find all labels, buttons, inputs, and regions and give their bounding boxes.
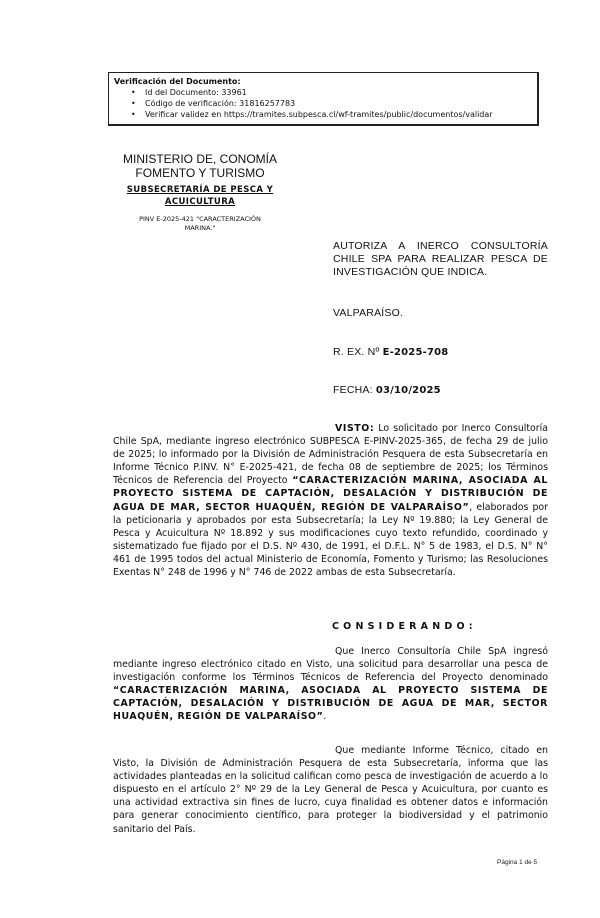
date-value: 03/10/2025 [375,385,441,396]
resolution-date [333,384,548,397]
verification-title: Verificación del Documento: [114,77,241,86]
page-number: Página 1 de 5 [497,859,538,866]
pinv-line-2: MARINA." [184,224,216,232]
considerando-heading: CONSIDERANDO: [332,621,477,632]
subsecretaria-line-1: SUBSECRETARÍA DE PESCA Y [126,185,274,195]
verification-list [114,87,537,120]
pinv-reference [100,215,300,233]
resolution-subject: AUTORIZA A INERCO CONSULTORÍA CHILE SPA PARA REALIZAR PESCA DE INVESTIGACIÓN QUE INDICA. [333,240,548,278]
ministry-line-1: MINISTERIO DE, CONOMÍA [122,152,277,166]
visto-project-name: “CARACTERIZACIÓN MARINA, ASOCIADA AL PROYECTO SISTEMA DE CAPTACIÓN, DESALACIÓN Y DISTRIBUCIÓN DE AGUA DE MAR, SECTOR HUAQUÉN, REGIÓN DE VALPARAÍSO” [113,475,548,513]
subsecretaria-name [100,184,300,208]
visto-section [113,422,548,579]
rex-label: R. EX. Nº [333,346,380,358]
visto-text-1: Lo solicitado por Inerco Consultoría Chile SpA, mediante ingreso electrónico SUBPESCA E-PINV-2025-365, de fecha 29 de julio de 2025; lo informado por la División de Administración Pesquera de esta Subsecretaría en Informe Técnico P.INV. N° E-2025-421, de fecha 08 de septiembre de 2025; los Términos Técnicos de Referencia del Proyecto [113,423,548,487]
considerando-2-text: Que mediante Informe Técnico, citado en Visto, la División de Administración Pesquera de esta Subsecretaría, informa que las actividades planteadas en la solicitud califican como pesca de investigación de acuerdo a lo dispuesto en el artículo 2° Nº 29 de la Ley General de Pesca y Acuicultura, por cuanto es una actividad extractiva sin fines de lucro, cuya finalidad es obtener datos e información para generar conocimiento científico, para proteger la biodiversidad y el patrimonio sanitario del País. [113,745,548,835]
resolution-city: VALPARAÍSO. [333,307,404,319]
considerando-1-project: “CARACTERIZACIÓN MARINA, ASOCIADA AL PROYECTO SISTEMA DE CAPTACIÓN, DESALACIÓN Y DISTRIBUCIÓN DE AGUA DE MAR, SECTOR HUAQUÉN, REGIÓN DE VALPARAÍSO” [113,685,548,723]
rex-number: E-2025-708 [382,347,449,358]
considerando-1-end: . [323,711,327,723]
considerando-paragraph-1 [113,645,548,724]
visto-text-2: , elaborados por la peticionaria y aprobados por esta Subsecretaría; la Ley Nº 19.880; la Ley General de Pesca y Acuicultura Nº 18.892 y sus modificaciones cuyo texto refundido, coordinado y sistematizado fue fijado por el D.S. Nº 430, de 1991, el D.F.L. N° 5 de 1983, el D.S. N° N° 461 de 1995 todos del actual Ministerio de Economía, Fomento y Turismo; las Resoluciones Exentas N° 248 de 1996 y N° 746 de 2022 ambas de esta Subsecretaría. [113,501,548,579]
verification-url[interactable]: • Verificar validez en https://tramites.subpesca.cl/wf-tramites/public/documentos/validar [131,109,537,120]
considerando-1-part1: Que Inerco Consultoría Chile SpA ingresó mediante ingreso electrónico citado en Visto, una solicitud para desarrollar una pesca de investigación conforme los Términos Técnicos de Referencia del Proyecto denominado [113,646,548,684]
visto-label: VISTO: [335,423,375,434]
visto-paragraph [113,422,548,579]
resolution-number [333,346,548,359]
subsecretaria-line-2: ACUICULTURA [164,197,236,207]
considerando-paragraph-2 [113,744,548,836]
ministry-name [100,152,300,180]
considerando-1-text [113,645,548,724]
verification-box [108,72,539,126]
ministry-line-2: FOMENTO Y TURISMO [135,166,265,180]
date-label: FECHA: [333,384,373,396]
verification-code: • Código de verificación: 31816257783 [131,98,537,109]
document-id: • Id del Documento: 33961 [131,87,537,98]
pinv-line-1: PINV E-2025-421 "CARACTERIZACIÓN [139,215,261,223]
